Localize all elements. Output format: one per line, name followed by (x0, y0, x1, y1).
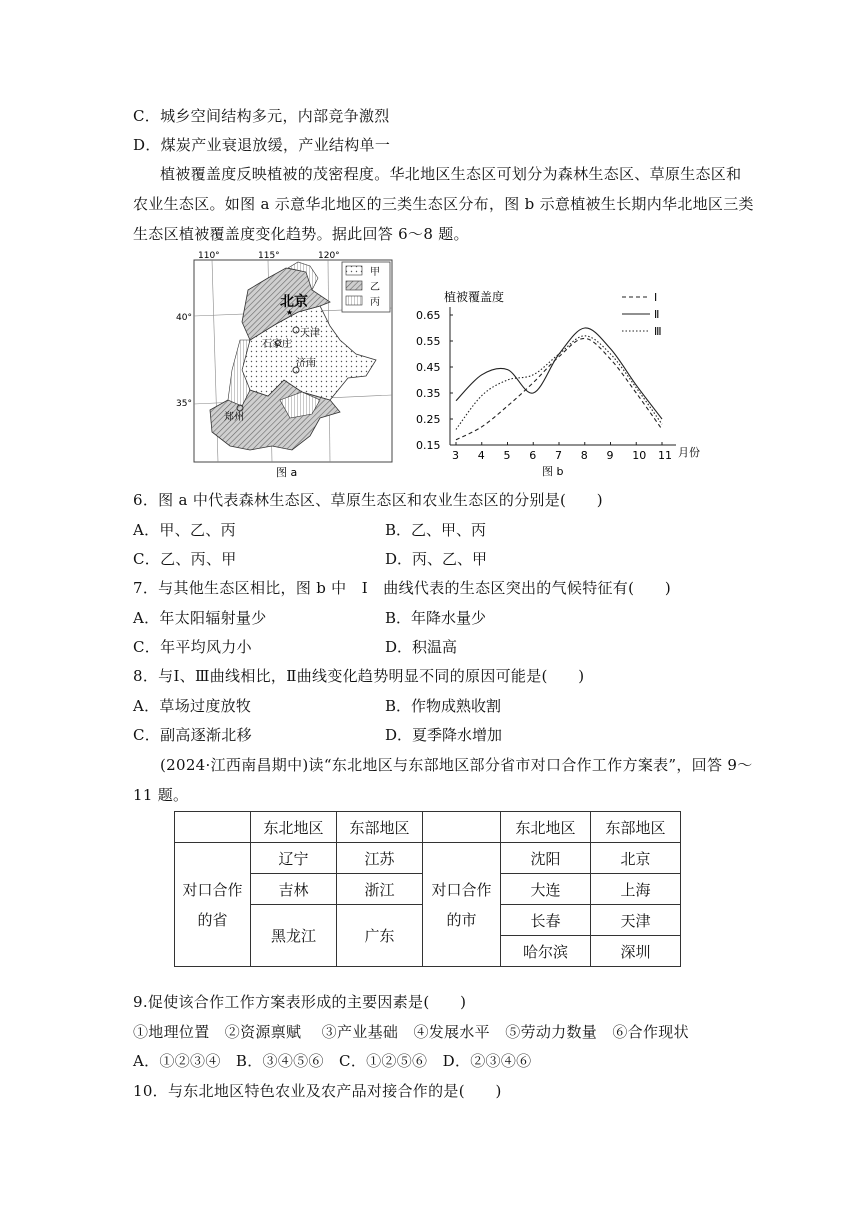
table-cell: 沈阳 (501, 843, 591, 874)
city-label: 济南 (296, 358, 316, 369)
option-a: A．年太阳辐射量少 (133, 609, 267, 627)
question-8-stem: 8．与Ⅰ、Ⅲ曲线相比，Ⅱ曲线变化趋势明显不同的原因可能是( ) (133, 667, 585, 685)
x-tick-label: 8 (580, 449, 588, 462)
option-c: C．乙、丙、甲 (133, 550, 237, 568)
table-cell: 黑龙江 (251, 905, 337, 967)
option-d: D．夏季降水增加 (385, 726, 503, 744)
x-tick-label: 5 (503, 449, 511, 462)
series-line (456, 328, 662, 419)
capital-star-icon: ★ (286, 308, 294, 317)
series-line (456, 336, 662, 430)
x-tick-label: 3 (452, 449, 459, 462)
city-label: 郑州 (224, 412, 244, 423)
lon-label: 110° (198, 251, 220, 261)
y-tick-label: 0.65 (416, 309, 441, 322)
x-tick-label: 11 (658, 449, 672, 462)
table-header: 东部地区 (591, 812, 681, 843)
option-c-prev: C．城乡空间结构多元，内部竞争激烈 (133, 107, 390, 125)
option-d: D．丙、乙、甲 (385, 550, 488, 568)
x-tick-label: 6 (529, 449, 537, 462)
row-label-province: 对口合作的省 (175, 843, 251, 967)
paragraph-line: 植被覆盖度反映植被的茂密程度。华北地区生态区可划分为森林生态区、草原生态区和 (160, 165, 742, 183)
table-cell: 浙江 (337, 874, 423, 905)
legend-swatch (346, 296, 362, 305)
option-d-prev: D．煤炭产业衰退放缓，产业结构单一 (133, 136, 391, 154)
table-cell: 天津 (591, 905, 681, 936)
paragraph-line: 生态区植被覆盖度变化趋势。据此回答 6～8 题。 (133, 225, 469, 243)
y-tick-label: 0.55 (416, 335, 441, 348)
question-9-stem: 9.促使该合作工作方案表形成的主要因素是( ) (133, 993, 467, 1011)
option-d: D．积温高 (385, 638, 458, 656)
option-b: B．年降水量少 (385, 609, 487, 627)
table-cell: 广东 (337, 905, 423, 967)
intro-line: (2024·江西南昌期中)读“东北地区与东部地区部分省市对口合作工作方案表”，回答 9～ (160, 756, 753, 774)
table-cell: 深圳 (591, 936, 681, 967)
x-tick-label: 4 (477, 449, 485, 462)
table-cell: 吉林 (251, 874, 337, 905)
option-c: C．年平均风力小 (133, 638, 252, 656)
legend-label: 甲 (370, 267, 380, 278)
table-header: 东北地区 (251, 812, 337, 843)
legend-swatch (346, 281, 362, 290)
lat-label: 40° (176, 313, 192, 323)
figure-caption: 图 a (276, 466, 298, 479)
y-tick-label: 0.15 (416, 439, 441, 452)
lon-label: 120° (318, 251, 340, 261)
option-a: A．草场过度放牧 (133, 697, 252, 715)
cooperation-table (174, 811, 681, 967)
city-label: 北京 (280, 294, 308, 310)
legend-label: 乙 (370, 282, 380, 293)
x-tick-label: 7 (555, 449, 562, 462)
figure-caption: 图 b (542, 465, 564, 478)
table-cell: 江苏 (337, 843, 423, 874)
city-label: 天津 (300, 328, 320, 339)
legend-swatch (346, 266, 362, 275)
table-cell: 北京 (591, 843, 681, 874)
option-a: A．甲、乙、丙 (133, 521, 236, 539)
question-10-stem: 10．与东北地区特色农业及农产品对接合作的是( ) (133, 1082, 502, 1100)
question-9-factors: ①地理位置 ②资源禀赋 ③产业基础 ④发展水平 ⑤劳动力数量 ⑥合作现状 (133, 1023, 689, 1041)
row-label-city: 对口合作的市 (423, 843, 501, 967)
x-axis-label: 月份 (678, 446, 700, 459)
table-header: 东北地区 (501, 812, 591, 843)
table-cell: 辽宁 (251, 843, 337, 874)
x-tick-label: 9 (606, 449, 614, 462)
table-corner-cell (423, 812, 501, 843)
option-b: B．乙、甲、丙 (385, 521, 487, 539)
table-cell: 长春 (501, 905, 591, 936)
y-tick-label: 0.35 (416, 387, 441, 400)
legend-label: Ⅱ (654, 308, 660, 321)
y-tick-label: 0.45 (416, 361, 441, 374)
table-cell: 大连 (501, 874, 591, 905)
table-cell: 上海 (591, 874, 681, 905)
question-7-stem: 7．与其他生态区相比，图 b 中 Ⅰ 曲线代表的生态区突出的气候特征有( ) (133, 579, 672, 597)
option-c: C．副高逐渐北移 (133, 726, 252, 744)
table-header: 东部地区 (337, 812, 423, 843)
city-label: 石家庄 (262, 339, 292, 350)
lat-label: 35° (176, 399, 192, 409)
lon-label: 115° (258, 251, 280, 261)
question-9-options: A．①②③④ B．③④⑤⑥ C．①②⑤⑥ D．②③④⑥ (133, 1052, 532, 1070)
legend-label: 丙 (370, 297, 380, 308)
intro-line: 11 题。 (133, 786, 189, 804)
chart-figure-b (412, 285, 702, 480)
x-tick-label: 10 (632, 449, 647, 462)
legend-label: Ⅰ (654, 291, 658, 304)
question-6-stem: 6．图 a 中代表森林生态区、草原生态区和农业生态区的分别是( ) (133, 491, 603, 509)
legend-label: Ⅲ (654, 325, 662, 338)
option-b: B．作物成熟收割 (385, 697, 502, 715)
y-tick-label: 0.25 (416, 413, 441, 426)
paragraph-line: 农业生态区。如图 a 示意华北地区的三类生态区分布，图 b 示意植被生长期内华北地区三类 (133, 195, 754, 213)
chart-title: 植被覆盖度 (444, 290, 505, 304)
table-corner-cell (175, 812, 251, 843)
map-figure-a (176, 250, 405, 482)
table-cell: 哈尔滨 (501, 936, 591, 967)
